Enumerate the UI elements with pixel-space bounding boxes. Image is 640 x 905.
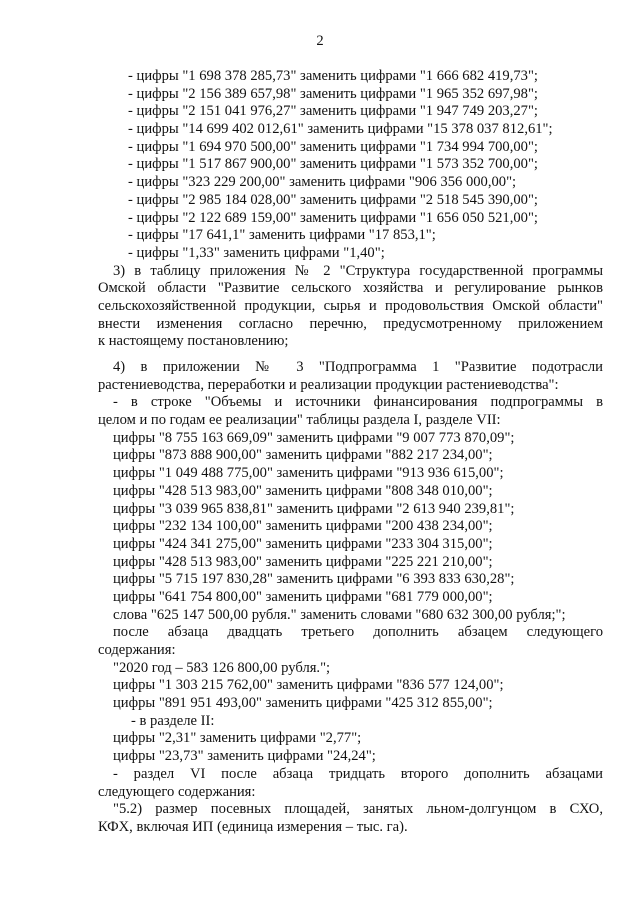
text-line: цифры "1 303 215 762,00" заменить цифрами "836 577 124,00";: [113, 677, 504, 694]
paragraph-line: внести изменения согласно перечню, предусмотренному приложением: [98, 315, 603, 332]
text-line: цифры "428 513 983,00" заменить цифрами "808 348 010,00";: [113, 482, 493, 499]
paragraph-line: сельскохозяйственной продукции, сырья и продовольствия Омской области": [98, 297, 603, 314]
paragraph-line: содержания:: [98, 642, 176, 658]
text-line: - цифры "1 517 867 900,00" заменить цифрами "1 573 352 700,00";: [128, 156, 538, 173]
text-line: - цифры "2 151 041 976,27" заменить цифрами "1 947 749 203,27";: [128, 103, 538, 120]
text-line: цифры "23,73" заменить цифрами "24,24";: [113, 748, 376, 765]
paragraph-line: - раздел VI после абзаца тридцать второго дополнить абзацами: [113, 765, 603, 782]
text-line: - цифры "2 985 184 028,00" заменить цифрами "2 518 545 390,00";: [128, 191, 538, 208]
text-line: "2020 год – 583 126 800,00 рубля.";: [113, 659, 331, 676]
paragraph-line: к настоящему постановлению;: [98, 333, 289, 350]
document-body: [0, 68, 640, 837]
text-line: цифры "8 755 163 669,09" заменить цифрами "9 007 773 870,09";: [113, 429, 515, 446]
text-line: слова "625 147 500,00 рубля." заменить словами "680 632 300,00 рубля;";: [113, 606, 566, 623]
text-line: цифры "232 134 100,00" заменить цифрами "200 438 234,00";: [113, 518, 493, 535]
paragraph-line: 4) в приложении № 3 "Подпрограмма 1 "Развитие подотрасли: [113, 359, 603, 375]
text-line: - цифры "1 694 970 500,00" заменить цифрами "1 734 994 700,00";: [128, 138, 538, 155]
paragraph-line: после абзаца двадцать третьего дополнить абзацем следующего: [113, 624, 603, 641]
text-line: цифры "873 888 900,00" заменить цифрами "882 217 234,00";: [113, 447, 493, 464]
text-line: цифры "3 039 965 838,81" заменить цифрами "2 613 940 239,81";: [113, 500, 515, 517]
text-line: - цифры "1 698 378 285,73" заменить цифрами "1 666 682 419,73";: [128, 68, 538, 84]
paragraph-line: целом и по годам ее реализации" таблицы раздела I, разделе VII:: [98, 412, 501, 429]
text-line: цифры "641 754 800,00" заменить цифрами "681 779 000,00";: [113, 588, 493, 605]
text-line: цифры "5 715 197 830,28" заменить цифрами "6 393 833 630,28";: [113, 571, 515, 588]
text-line: - цифры "1,33" заменить цифрами "1,40";: [128, 244, 385, 261]
text-line: цифры "2,31" заменить цифрами "2,77";: [113, 730, 362, 747]
paragraph-line: 3) в таблицу приложения № 2 "Структура государственной программы: [113, 262, 603, 279]
text-line: - цифры "323 229 200,00" заменить цифрами "906 356 000,00";: [128, 174, 517, 191]
text-line: цифры "428 513 983,00" заменить цифрами "225 221 210,00";: [113, 553, 493, 570]
paragraph-line: растениеводства, переработки и реализации продукции растениеводства":: [98, 376, 559, 393]
text-line: цифры "891 951 493,00" заменить цифрами "425 312 855,00";: [113, 695, 493, 712]
text-line: - цифры "2 156 389 657,98" заменить цифрами "1 965 352 697,98";: [128, 85, 538, 102]
text-line: цифры "1 049 488 775,00" заменить цифрами "913 936 615,00";: [113, 465, 504, 482]
text-line: - цифры "2 122 689 159,00" заменить цифрами "1 656 050 521,00";: [128, 209, 538, 226]
page-number: 2: [316, 33, 324, 49]
paragraph-line: следующего содержания:: [98, 783, 256, 800]
text-line: цифры "424 341 275,00" заменить цифрами "233 304 315,00";: [113, 535, 493, 552]
text-line: - в разделе II:: [131, 712, 215, 729]
text-line: - цифры "17 641,1" заменить цифрами "17 853,1";: [128, 227, 436, 244]
text-line: - цифры "14 699 402 012,61" заменить цифрами "15 378 037 812,61";: [128, 121, 553, 138]
paragraph-line: КФХ, включая ИП (единица измерения – тыс. га).: [98, 818, 408, 835]
paragraph-line: Омской области "Развитие сельского хозяйства и регулирование рынков: [98, 280, 603, 297]
paragraph-line: "5.2) размер посевных площадей, занятых льном-долгунцом в СХО,: [113, 801, 603, 818]
paragraph-line: - в строке "Объемы и источники финансирования подпрограммы в: [113, 394, 603, 411]
